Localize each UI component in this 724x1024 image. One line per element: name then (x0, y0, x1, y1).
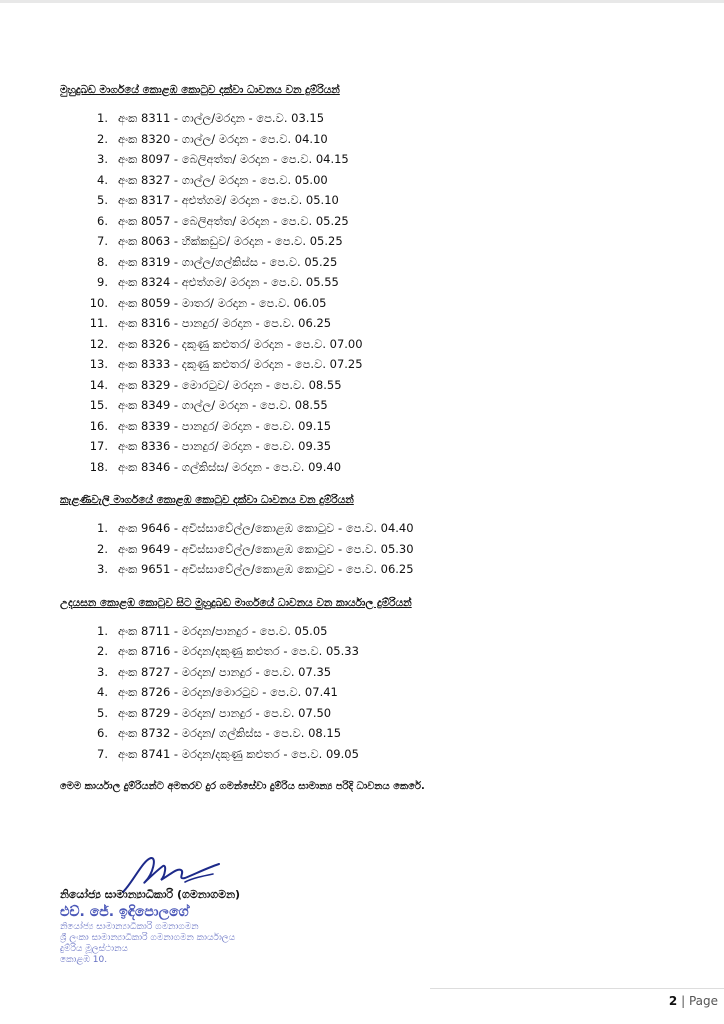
train-list-item (60, 234, 700, 255)
coastal-to-fort-list (60, 111, 700, 480)
item-number: 13. (89, 357, 108, 371)
official-stamp (60, 904, 235, 967)
item-number: 14. (89, 377, 108, 392)
page-footer-rule (430, 988, 724, 989)
stamp-line: ශ්‍රී ලංකා සාමාන්‍යාධිකාරි ගමනාගමන කාර්යාලය (60, 932, 236, 943)
train-details: අංක 8324 - අළුත්ගම/ මරදාන - පෙ.ව. 05.55 (118, 275, 339, 289)
footer-note: මෙම කාර්යාල දුම්රියන්ට අමතරව දුර ගමන්සේවා දුම්රිය සාමාන්‍ය පරිදි ධාවනය කෙරේ. (60, 781, 425, 792)
item-number: 4. (97, 685, 108, 699)
section-title-coastal-to-fort: මුහුදුබඩ මාර්ගයේ කොළඹ කොටුව දක්වා ධාවනය වන දුම්රියන් (60, 84, 340, 96)
train-list-item (60, 726, 700, 747)
train-details: අංක 8317 - අළුත්ගම/ මරදාන - පෙ.ව. 05.10 (118, 193, 339, 207)
item-number: 3. (97, 664, 108, 679)
item-number: 7. (97, 746, 108, 761)
train-list-item (60, 378, 700, 399)
section-title-kelani-valley: කැළණිවැලි මාර්ගයේ කොළඹ කොටුව දක්වා ධාවනය වන දුම්රියන් (60, 494, 354, 506)
train-details: අංක 8063 - හික්කඩුව/ මරදාන - පෙ.ව. 05.25 (118, 234, 343, 248)
item-number: 11. (89, 316, 108, 330)
train-list-item (60, 439, 700, 460)
stamp-line: දුම්රිය මූලස්ථානය (60, 944, 128, 954)
train-list-item (60, 337, 700, 358)
kelani-valley-list (60, 521, 700, 583)
train-list-item (60, 747, 700, 768)
train-list-item (60, 214, 700, 235)
train-list-item (60, 542, 700, 563)
train-details: අංක 8329 - මොරටුව/ මරදාන - පෙ.ව. 08.55 (118, 377, 342, 392)
train-details: අංක 8319 - ගාල්ල/ගල්කිස්ස - පෙ.ව. 05.25 (118, 254, 338, 269)
document-body (60, 84, 700, 792)
item-number: 3. (97, 152, 108, 166)
train-details: අංක 8097 - බෙලිඅත්ත/ මරදාන - පෙ.ව. 04.15 (118, 152, 349, 166)
item-number: 2. (97, 541, 108, 556)
train-details: අංක 8732 - මරදාන/ ගල්කිස්ස - පෙ.ව. 08.15 (118, 726, 342, 740)
page-number-separator: | (681, 994, 686, 1008)
item-number: 10. (89, 295, 108, 310)
train-list-item (60, 665, 700, 686)
page-number (669, 994, 718, 1008)
stamp-line: කොළඹ 10. (60, 955, 108, 966)
train-list-item (60, 706, 700, 727)
item-number: 1. (97, 111, 108, 125)
train-list-item (60, 624, 700, 645)
train-details: අංක 8727 - මරදාන/ පානදුර - පෙ.ව. 07.35 (118, 664, 332, 679)
train-details: අංක 9651 - අවිස්සාවේල්ල/කොළඹ කොටුව - පෙ.ව. 06.25 (118, 562, 414, 576)
train-details: අංක 8711 - මරදාන/පානදුර - පෙ.ව. 05.05 (118, 623, 328, 638)
item-number: 5. (97, 705, 108, 720)
train-list-item (60, 644, 700, 665)
item-number: 6. (97, 726, 108, 740)
office-trains-list (60, 624, 700, 768)
train-list-item (60, 255, 700, 276)
train-details: අංක 8346 - ගල්කිස්ස/ මරදාන - පෙ.ව. 09.40 (118, 459, 342, 474)
train-list-item (60, 296, 700, 317)
stamp-line: නියෝජ්‍ය සාමාන්‍යාධිකාරි ගමනාගමන (60, 921, 199, 932)
item-number: 8. (97, 254, 108, 269)
train-list-item (60, 521, 700, 542)
train-details: අංක 8336 - පානදුර/ මරදාන - පෙ.ව. 09.35 (118, 439, 332, 453)
item-number: 9. (97, 275, 108, 289)
train-list-item (60, 398, 700, 419)
train-details: අංක 8059 - මාතර/ මරදාන - පෙ.ව. 06.05 (118, 295, 327, 310)
train-details: අංක 9649 - අවිස්සාවේල්ල/කොළඹ කොටුව - පෙ.ව. 05.30 (118, 541, 414, 556)
train-details: අංක 8349 - ගාල්ල/ මරදාන - පෙ.ව. 08.55 (118, 398, 328, 412)
item-number: 4. (97, 172, 108, 187)
train-details: අංක 8741 - මරදාන/දකුණු කළුතර - පෙ.ව. 09.05 (118, 746, 359, 761)
train-list-item (60, 275, 700, 296)
item-number: 16. (89, 418, 108, 433)
item-number: 12. (89, 336, 108, 351)
item-number: 1. (97, 521, 108, 535)
item-number: 6. (97, 213, 108, 228)
train-details: අංක 8320 - ගාල්ල/ මරදාන - පෙ.ව. 04.10 (118, 131, 328, 146)
train-details: අංක 8726 - මරදාන/මොරටුව - පෙ.ව. 07.41 (118, 685, 338, 699)
item-number: 7. (97, 234, 108, 248)
train-list-item (60, 152, 700, 173)
train-details: අංක 9646 - අවිස්සාවේල්ල/කොළඹ කොටුව - පෙ.ව. 04.40 (118, 521, 414, 535)
train-list-item (60, 316, 700, 337)
train-list-item (60, 460, 700, 481)
train-details: අංක 8333 - දකුණු කළුතර/ මරදාන - පෙ.ව. 07.25 (118, 357, 363, 371)
train-details: අංක 8716 - මරදාන/දකුණු කළුතර - පෙ.ව. 05.33 (118, 644, 359, 658)
train-details: අංක 8311 - ගාල්ල/මරදාන - පෙ.ව. 03.15 (118, 111, 325, 125)
page-number-label: Page (688, 994, 718, 1008)
train-details: අංක 8316 - පානදුර/ මරදාන - පෙ.ව. 06.25 (118, 316, 332, 330)
item-number: 2. (97, 131, 108, 146)
train-list-item (60, 357, 700, 378)
item-number: 2. (97, 644, 108, 658)
train-details: අංක 8339 - පානදුර/ මරදාන - පෙ.ව. 09.15 (118, 418, 332, 433)
stamp-name: එච්. ජේ. ඉඳිපොලගේ (60, 904, 189, 920)
train-list-item (60, 685, 700, 706)
section-title-office-trains: උදයසන කොළඹ කොටුව සිට මුහුදුබඩ මාර්ගයේ ධාවනය වන කාර්යාල දුම්රියන් (60, 596, 412, 609)
train-list-item (60, 111, 700, 132)
train-details: අංක 8326 - දකුණු කළුතර/ මරදාන - පෙ.ව. 07.00 (118, 336, 363, 351)
item-number: 3. (97, 562, 108, 576)
train-list-item (60, 562, 700, 583)
item-number: 18. (89, 459, 108, 474)
item-number: 5. (97, 193, 108, 207)
train-list-item (60, 419, 700, 440)
train-list-item (60, 173, 700, 194)
signatory-title: නියෝජ්‍ය සාමාන්‍යාධිකාරි (ගමනාගමන) (60, 888, 241, 901)
train-list-item (60, 132, 700, 153)
page-number-value: 2 (668, 994, 678, 1008)
item-number: 15. (89, 398, 108, 412)
item-number: 17. (89, 439, 108, 453)
top-border (0, 0, 724, 3)
train-list-item (60, 193, 700, 214)
train-details: අංක 8057 - බෙලිඅත්ත/ මරදාන - පෙ.ව. 05.25 (118, 213, 349, 228)
train-details: අංක 8729 - මරදාන/ පානදුර - පෙ.ව. 07.50 (118, 705, 332, 720)
train-details: අංක 8327 - ගාල්ල/ මරදාන - පෙ.ව. 05.00 (118, 172, 328, 187)
item-number: 1. (97, 623, 108, 638)
